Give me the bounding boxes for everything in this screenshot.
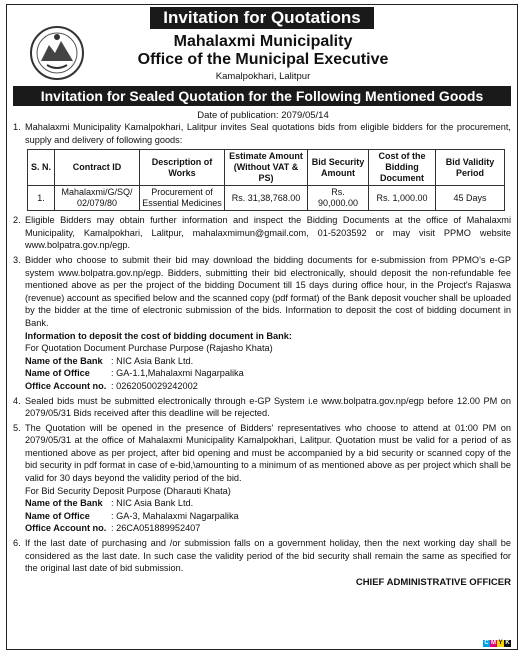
invitation-banner: Invitation for Quotations — [150, 7, 374, 29]
cmyk-marks — [483, 640, 511, 647]
security-purpose: For Bid Security Deposit Purpose (Dharauti Khata) — [25, 485, 231, 496]
cell-estimate: Rs. 31,38,768.00 — [225, 186, 308, 211]
header-description: Description of Works — [140, 150, 225, 186]
clause-text: Eligible Bidders may obtain further information and inspect the Bidding Documents at the office of Mahalaxmi Municipality, Kamalpokhari, Lalitpur, mahalaxmimun@gmail.com, 01-5203592 or may visit PPMO website www.bolpatra.gov.np/egp. — [25, 215, 511, 251]
cell-cost: Rs. 1,000.00 — [369, 186, 436, 211]
cmyk-m: M — [491, 640, 496, 646]
clause-number: 3. — [13, 254, 21, 265]
header-estimate: Estimate Amount (Without VAT & PS) — [225, 150, 308, 186]
deposit-info-heading: Information to deposit the cost of bidding document in Bank: — [25, 330, 292, 341]
cmyk-y: Y — [498, 640, 503, 646]
account-row — [25, 522, 511, 535]
account-value: : 0262050029242002 — [111, 380, 198, 391]
account-row — [25, 380, 511, 393]
clause-number: 1. — [13, 122, 21, 132]
sealed-quotation-banner: Invitation for Sealed Quotation for the Following Mentioned Goods — [13, 86, 511, 106]
office-location: Kamalpokhari, Lalitpur — [215, 71, 311, 82]
account-value: : 26CA051889952407 — [111, 523, 201, 534]
bid-table — [27, 149, 505, 211]
office-label: Name of Office — [25, 510, 90, 521]
publication-date: Date of publication: 2079/05/14 — [197, 110, 329, 121]
account-label: Office Account no. — [25, 380, 107, 391]
header-validity: Bid Validity Period — [436, 150, 505, 186]
bank-row — [25, 497, 511, 510]
clause-text: Sealed bids must be submitted electronically through e-GP System i.e www.bolpatra.gov.np/egp before 12.00 PM on 2079/05/31 Bids received after this deadline will be rejected. — [25, 395, 511, 419]
cell-validity: 45 Days — [436, 186, 505, 211]
bank-label: Name of the Bank — [25, 498, 103, 509]
account-label: Office Account no. — [25, 523, 107, 534]
clause-3 — [13, 254, 511, 393]
cell-description: Procurement of Essential Medicines — [140, 186, 225, 211]
clause-number: 5. — [13, 422, 21, 433]
notice-body — [13, 121, 511, 589]
office-label: Name of Office — [25, 368, 90, 379]
header-cost: Cost of the Bidding Document — [369, 150, 436, 186]
clause-5 — [13, 422, 511, 535]
office-row — [25, 367, 511, 380]
clause-2 — [13, 214, 511, 252]
signature-title: CHIEF ADMINISTRATIVE OFFICER — [355, 576, 511, 588]
table-row — [28, 186, 505, 211]
clause-text: If the last date of purchasing and /or submission falls on a government holiday, then the next working day shall be considered as the last date. In such case the validity period of the bid security shall remain the same as specified for the original last date of bid submission. — [25, 538, 511, 574]
clause-6 — [13, 537, 511, 575]
clause-number: 6. — [13, 538, 21, 549]
office-value: : GA-1.1,Mahalaxmi Nagarpalika — [111, 368, 244, 379]
bank-row — [25, 355, 511, 368]
header-contract-id: Contract ID — [55, 150, 140, 186]
clause-4 — [13, 395, 511, 420]
cell-sn: 1. — [28, 186, 55, 211]
header-sn: S. N. — [28, 150, 55, 186]
bid-table-header-row — [28, 150, 505, 186]
cell-bid-security: Rs. 90,000.00 — [308, 186, 369, 211]
office-name: Office of the Municipal Executive — [137, 51, 389, 68]
header-bid-security: Bid Security Amount — [308, 150, 369, 186]
clause-text: The Quotation will be opened in the presence of Bidders' representatives who choose to attend at 01:00 PM on 2079/05/31 at the office of Mahalaxmi Municipality Kamalpokhari, Lalitpur. Quotation must be valid for a period of as mentioned above as per project, after bid opening and must be accompanied by a bid security or scanned copy of the bid security in pdf format in case of e-bid,\amounting to a minimum of as mentioned above as per project which shall be valid for 30 days beyond the validity period of the bid. — [25, 422, 511, 484]
clause-text: Mahalaxmi Municipality Kamalpokhari, Lalitpur invites Seal quotations bids from eligible bidders for the procurement, supply and delivery of following goods: — [25, 122, 511, 145]
office-row — [25, 510, 511, 523]
bank-label: Name of the Bank — [25, 355, 103, 366]
cmyk-c: C — [484, 640, 489, 646]
bank-value: : NIC Asia Bank Ltd. — [111, 355, 194, 366]
clause-1 — [13, 121, 511, 146]
clause-number: 4. — [13, 395, 21, 406]
clause-text: Bidder who choose to submit their bid may download the bidding documents for e-submission from PPMO's e-GP system www.bolpatra.gov.np/egp. Bidders, submitting their bid electronically, should deposit the non-refundable fee mentioned above as per the project of the bidding Document till 15 days during office hour, in the Project's Rajaswa (revenue) account as specified below and the scanned copy (pdf format) of the Bank deposit voucher shall be uploaded by the bidder at the time of electronic submission of the bids. Information to deposit the cost of bidding document in Bank. — [25, 254, 511, 328]
cell-contract-id: Mahalaxmi/G/SQ/ 02/079/80 — [55, 186, 140, 211]
municipality-name: Mahalaxmi Municipality — [173, 33, 353, 50]
bank-value: : NIC Asia Bank Ltd. — [111, 498, 194, 509]
notice-page — [6, 4, 518, 650]
clause-number: 2. — [13, 215, 21, 226]
cmyk-k: K — [505, 640, 510, 646]
deposit-purpose: For Quotation Document Purchase Purpose (Rajasho Khata) — [25, 343, 273, 354]
office-value: : GA-3, Mahalaxmi Nagarpalika — [111, 510, 239, 521]
